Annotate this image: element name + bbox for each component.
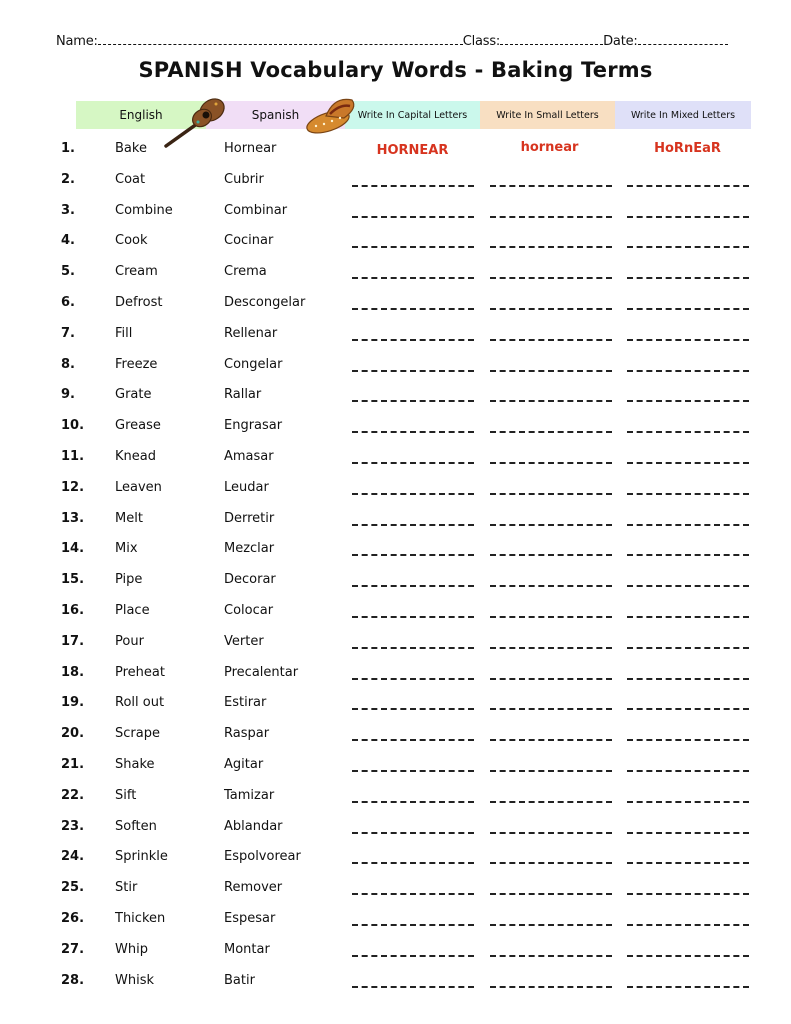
english-word: Pipe bbox=[115, 572, 143, 588]
english-word: Place bbox=[115, 603, 150, 618]
student-info-line bbox=[56, 33, 750, 51]
spanish-word: Precalentar bbox=[224, 664, 299, 680]
english-word: Defrost bbox=[115, 295, 163, 310]
date-label: Date: bbox=[603, 34, 638, 49]
table-row bbox=[0, 665, 791, 689]
small-answer-line[interactable] bbox=[490, 801, 612, 803]
spanish-word: Agitar bbox=[224, 757, 264, 772]
header-mixed-label: Write In Mixed Letters bbox=[630, 109, 736, 121]
small-answer-line[interactable] bbox=[490, 339, 612, 341]
mixed-answer-line[interactable] bbox=[627, 370, 749, 372]
capital-answer-line[interactable] bbox=[352, 739, 474, 741]
row-number: 3. bbox=[61, 202, 75, 218]
small-answer-line[interactable] bbox=[490, 924, 612, 926]
capital-answer-line[interactable] bbox=[352, 216, 474, 218]
small-answer-line[interactable] bbox=[490, 893, 612, 895]
capital-answer-line[interactable] bbox=[352, 986, 474, 988]
english-word: Leaven bbox=[115, 479, 162, 495]
mixed-answer-line[interactable] bbox=[627, 400, 749, 402]
capital-answer-line[interactable] bbox=[352, 862, 474, 864]
spanish-word: Leudar bbox=[224, 479, 269, 495]
capital-answer-line[interactable] bbox=[352, 246, 474, 248]
english-word: Preheat bbox=[115, 664, 165, 680]
spanish-word: Congelar bbox=[224, 356, 283, 372]
header-capital-label: Write In Capital Letters bbox=[357, 109, 468, 121]
mixed-answer-line[interactable] bbox=[627, 647, 749, 649]
english-word: Roll out bbox=[115, 695, 165, 711]
table-row bbox=[0, 819, 791, 843]
row-number: 7. bbox=[61, 325, 75, 341]
spanish-word: Rellenar bbox=[224, 325, 278, 341]
table-row bbox=[0, 326, 791, 350]
row-number: 25. bbox=[61, 880, 85, 896]
mixed-answer-line[interactable] bbox=[627, 246, 749, 248]
sombrero-icon bbox=[304, 94, 362, 134]
mixed-answer-line[interactable] bbox=[627, 524, 749, 526]
small-answer-line[interactable] bbox=[490, 370, 612, 372]
example-mixed: HoRnEaR bbox=[654, 141, 721, 156]
row-number: 28. bbox=[61, 972, 85, 988]
table-row bbox=[0, 449, 791, 473]
mixed-answer-line[interactable] bbox=[627, 554, 749, 556]
capital-answer-line[interactable] bbox=[352, 370, 474, 372]
english-word: Soften bbox=[115, 818, 157, 834]
english-word: Grease bbox=[115, 418, 161, 434]
table-row bbox=[0, 942, 791, 966]
english-word: Sift bbox=[115, 787, 137, 803]
capital-answer-line[interactable] bbox=[352, 185, 474, 187]
mixed-answer-line[interactable] bbox=[627, 739, 749, 741]
table-row bbox=[0, 603, 791, 627]
small-answer-line[interactable] bbox=[490, 708, 612, 710]
small-answer-line[interactable] bbox=[490, 493, 612, 495]
spanish-word: Estirar bbox=[224, 695, 267, 711]
table-row bbox=[0, 726, 791, 750]
table-row bbox=[0, 788, 791, 812]
spanish-word: Ablandar bbox=[224, 818, 283, 834]
spanish-word: Descongelar bbox=[224, 295, 306, 310]
mixed-answer-line[interactable] bbox=[627, 862, 749, 864]
small-answer-line[interactable] bbox=[490, 678, 612, 680]
row-number: 21. bbox=[61, 757, 85, 772]
spanish-word: Espolvorear bbox=[224, 849, 301, 865]
mixed-answer-line[interactable] bbox=[627, 678, 749, 680]
mixed-answer-line[interactable] bbox=[627, 616, 749, 618]
small-answer-line[interactable] bbox=[490, 616, 612, 618]
table-row bbox=[0, 233, 791, 257]
page-title: SPANISH Vocabulary Words - Baking Terms bbox=[138, 58, 653, 82]
capital-answer-line[interactable] bbox=[352, 924, 474, 926]
row-number: 15. bbox=[61, 572, 85, 588]
capital-answer-line[interactable] bbox=[352, 308, 474, 310]
row-number: 23. bbox=[61, 818, 85, 834]
spanish-word: Hornear bbox=[224, 141, 277, 156]
english-word: Scrape bbox=[115, 726, 160, 742]
table-row bbox=[0, 172, 791, 196]
english-word: Cream bbox=[115, 264, 158, 280]
small-answer-line[interactable] bbox=[490, 185, 612, 187]
small-answer-line[interactable] bbox=[490, 246, 612, 248]
spanish-word: Amasar bbox=[224, 449, 274, 464]
small-answer-line[interactable] bbox=[490, 308, 612, 310]
small-answer-line[interactable] bbox=[490, 955, 612, 957]
mixed-answer-line[interactable] bbox=[627, 493, 749, 495]
date-field[interactable] bbox=[638, 33, 728, 45]
spanish-word: Cubrir bbox=[224, 171, 264, 187]
english-word: Whisk bbox=[115, 972, 155, 988]
spanish-word: Espesar bbox=[224, 911, 276, 926]
table-row bbox=[0, 357, 791, 381]
mixed-answer-line[interactable] bbox=[627, 277, 749, 279]
capital-answer-line[interactable] bbox=[352, 616, 474, 618]
name-label: Name: bbox=[56, 34, 98, 49]
table-row bbox=[0, 572, 791, 596]
header-small bbox=[480, 101, 615, 129]
row-number: 17. bbox=[61, 633, 85, 649]
table-row bbox=[0, 295, 791, 319]
spanish-word: Raspar bbox=[224, 726, 270, 742]
row-number: 18. bbox=[61, 664, 85, 680]
spanish-word: Montar bbox=[224, 941, 270, 957]
english-word: Thicken bbox=[115, 911, 166, 926]
spanish-word: Crema bbox=[224, 264, 267, 280]
row-number: 14. bbox=[61, 541, 85, 557]
table-row bbox=[0, 880, 791, 904]
header-small-label: Write In Small Letters bbox=[496, 109, 599, 121]
small-answer-line[interactable] bbox=[490, 524, 612, 526]
capital-answer-line[interactable] bbox=[352, 462, 474, 464]
capital-answer-line[interactable] bbox=[352, 339, 474, 341]
english-word: Fill bbox=[115, 325, 133, 341]
mixed-answer-line[interactable] bbox=[627, 924, 749, 926]
mixed-answer-line[interactable] bbox=[627, 431, 749, 433]
small-answer-line[interactable] bbox=[490, 431, 612, 433]
english-word: Freeze bbox=[115, 356, 158, 372]
row-number: 2. bbox=[61, 171, 75, 187]
small-answer-line[interactable] bbox=[490, 585, 612, 587]
row-number: 19. bbox=[61, 695, 85, 711]
spanish-word: Decorar bbox=[224, 572, 276, 588]
table-row bbox=[0, 387, 791, 411]
capital-answer-line[interactable] bbox=[352, 801, 474, 803]
row-number: 12. bbox=[61, 479, 85, 495]
mixed-answer-line[interactable] bbox=[627, 216, 749, 218]
english-word: Cook bbox=[115, 233, 148, 249]
spanish-word: Rallar bbox=[224, 387, 262, 403]
mixed-answer-line[interactable] bbox=[627, 801, 749, 803]
mixed-answer-line[interactable] bbox=[627, 708, 749, 710]
row-number: 6. bbox=[61, 295, 75, 310]
small-answer-line[interactable] bbox=[490, 216, 612, 218]
table-row bbox=[0, 511, 791, 535]
small-answer-line[interactable] bbox=[490, 462, 612, 464]
row-number: 24. bbox=[61, 849, 85, 865]
table-row bbox=[0, 911, 791, 935]
capital-answer-line[interactable] bbox=[352, 585, 474, 587]
english-word: Grate bbox=[115, 387, 152, 403]
example-small: hornear bbox=[520, 140, 579, 155]
capital-answer-line[interactable] bbox=[352, 955, 474, 957]
capital-answer-line[interactable] bbox=[352, 554, 474, 556]
row-number: 16. bbox=[61, 603, 85, 618]
mixed-answer-line[interactable] bbox=[627, 308, 749, 310]
table-row bbox=[0, 541, 791, 565]
mixed-answer-line[interactable] bbox=[627, 185, 749, 187]
capital-answer-line[interactable] bbox=[352, 524, 474, 526]
english-word: Melt bbox=[115, 510, 143, 526]
english-word: Bake bbox=[115, 141, 147, 156]
small-answer-line[interactable] bbox=[490, 647, 612, 649]
spanish-word: Combinar bbox=[224, 202, 288, 218]
table-row bbox=[0, 203, 791, 227]
header-capital bbox=[345, 101, 480, 129]
english-word: Combine bbox=[115, 202, 173, 218]
capital-answer-line[interactable] bbox=[352, 400, 474, 402]
table-row bbox=[0, 757, 791, 781]
english-word: Shake bbox=[115, 757, 155, 772]
table-row bbox=[0, 264, 791, 288]
spanish-word: Remover bbox=[224, 880, 283, 896]
row-number: 4. bbox=[61, 233, 75, 249]
small-answer-line[interactable] bbox=[490, 862, 612, 864]
small-answer-line[interactable] bbox=[490, 277, 612, 279]
spanish-word: Colocar bbox=[224, 603, 274, 618]
class-label: Class: bbox=[462, 34, 501, 49]
small-answer-line[interactable] bbox=[490, 400, 612, 402]
spanish-word: Engrasar bbox=[224, 418, 283, 434]
english-word: Coat bbox=[115, 171, 146, 187]
row-number: 9. bbox=[61, 387, 75, 403]
small-answer-line[interactable] bbox=[490, 554, 612, 556]
row-number: 5. bbox=[61, 264, 75, 280]
row-number: 22. bbox=[61, 787, 85, 803]
spanish-word: Cocinar bbox=[224, 233, 274, 249]
row-number: 8. bbox=[61, 356, 75, 372]
example-capital: HORNEAR bbox=[376, 143, 449, 158]
capital-answer-line[interactable] bbox=[352, 893, 474, 895]
table-row bbox=[0, 480, 791, 504]
english-word: Whip bbox=[115, 941, 148, 957]
spanish-word: Derretir bbox=[224, 510, 275, 526]
spanish-word: Verter bbox=[224, 633, 264, 649]
small-answer-line[interactable] bbox=[490, 986, 612, 988]
capital-answer-line[interactable] bbox=[352, 678, 474, 680]
name-field[interactable] bbox=[98, 33, 463, 45]
row-number: 10. bbox=[61, 418, 85, 434]
mixed-answer-line[interactable] bbox=[627, 832, 749, 834]
header-english-label: English bbox=[119, 108, 163, 122]
capital-answer-line[interactable] bbox=[352, 493, 474, 495]
table-row bbox=[0, 141, 791, 165]
capital-answer-line[interactable] bbox=[352, 277, 474, 279]
small-answer-line[interactable] bbox=[490, 770, 612, 772]
capital-answer-line[interactable] bbox=[352, 708, 474, 710]
row-number: 20. bbox=[61, 726, 85, 742]
spanish-word: Batir bbox=[224, 972, 255, 988]
spanish-word: Tamizar bbox=[224, 787, 275, 803]
table-row bbox=[0, 695, 791, 719]
capital-answer-line[interactable] bbox=[352, 647, 474, 649]
class-field[interactable] bbox=[500, 33, 603, 45]
mixed-answer-line[interactable] bbox=[627, 955, 749, 957]
row-number: 27. bbox=[61, 941, 85, 957]
mixed-answer-line[interactable] bbox=[627, 339, 749, 341]
english-word: Stir bbox=[115, 880, 138, 896]
english-word: Pour bbox=[115, 633, 144, 649]
capital-answer-line[interactable] bbox=[352, 770, 474, 772]
row-number: 26. bbox=[61, 911, 85, 926]
header-mixed bbox=[615, 101, 751, 129]
spanish-word: Mezclar bbox=[224, 541, 275, 557]
small-answer-line[interactable] bbox=[490, 739, 612, 741]
header-spanish-label: Spanish bbox=[251, 108, 300, 122]
small-answer-line[interactable] bbox=[490, 832, 612, 834]
table-row bbox=[0, 849, 791, 873]
mixed-answer-line[interactable] bbox=[627, 585, 749, 587]
table-row bbox=[0, 634, 791, 658]
capital-answer-line[interactable] bbox=[352, 832, 474, 834]
mixed-answer-line[interactable] bbox=[627, 893, 749, 895]
row-number: 1. bbox=[61, 141, 75, 156]
english-word: Sprinkle bbox=[115, 849, 168, 865]
table-row bbox=[0, 973, 791, 997]
english-word: Mix bbox=[115, 541, 138, 557]
english-word: Knead bbox=[115, 449, 156, 464]
row-number: 11. bbox=[61, 449, 85, 464]
mixed-answer-line[interactable] bbox=[627, 770, 749, 772]
table-row bbox=[0, 418, 791, 442]
row-number: 13. bbox=[61, 510, 85, 526]
mixed-answer-line[interactable] bbox=[627, 986, 749, 988]
mixed-answer-line[interactable] bbox=[627, 462, 749, 464]
capital-answer-line[interactable] bbox=[352, 431, 474, 433]
